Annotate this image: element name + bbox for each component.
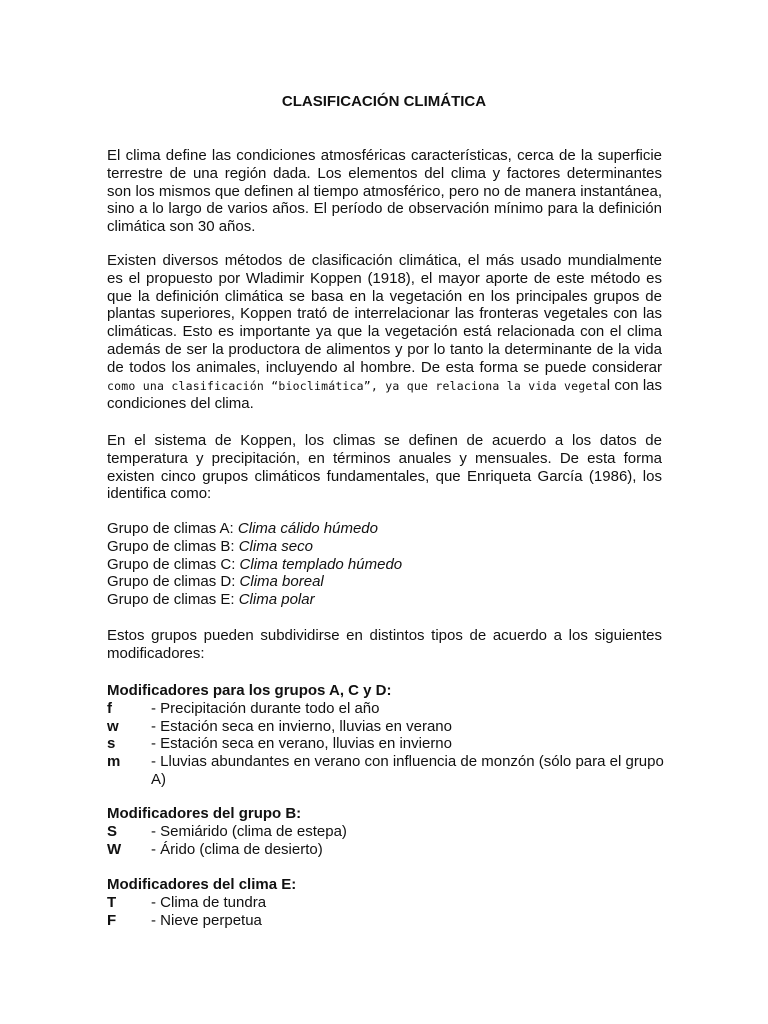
paragraph-koppen-ending: l con las condiciones del clima. <box>107 376 662 413</box>
modifiers-acd-heading: Modificadores para los grupos A, C y D: <box>107 682 392 699</box>
modifiers-b-heading: Modificadores del grupo B: <box>107 805 302 822</box>
modifier-code: s <box>107 735 116 753</box>
modifier-row <box>107 753 667 789</box>
modifier-code: W <box>107 840 122 858</box>
modifier-code: F <box>107 911 117 929</box>
modifier-row <box>107 912 667 930</box>
modifier-row <box>107 894 667 912</box>
paragraph-koppen-bioclimatica: como una clasificación “bioclimática”, ya que relaciona la vida vegeta <box>107 378 607 393</box>
modifier-code: m <box>107 753 121 771</box>
modifiers-e-section <box>107 876 667 929</box>
modifier-row <box>107 718 667 736</box>
modifier-description: - Árido (clima de desierto) <box>151 840 323 858</box>
climate-group-name: Clima templado húmedo <box>239 555 403 573</box>
paragraph-clima-definition: El clima define las condiciones atmosféricas características, cerca de la superficie terrestre de una región dada. Los elementos del clima y factores determinantes son los mismos que definen al tiempo atmosférico, pero no de manera instantánea, sino a lo largo de varios años. El período de observación mínimo para la definición climática son 30 años. <box>107 147 662 236</box>
climate-group-name: Clima polar <box>238 591 315 609</box>
climate-group-label: Grupo de climas C: <box>107 555 240 573</box>
modifier-description: - Estación seca en verano, lluvias en invierno <box>151 735 452 753</box>
climate-group-label: Grupo de climas B: <box>107 537 239 555</box>
modifier-code: f <box>107 699 112 717</box>
modifier-code: S <box>107 822 118 840</box>
modifier-description: - Estación seca en invierno, lluvias en verano <box>151 717 452 735</box>
modifier-code: w <box>107 717 119 735</box>
climate-group-label: Grupo de climas E: <box>107 591 239 609</box>
modifier-description: - Lluvias abundantes en verano con influencia de monzón (sólo para el grupo A) <box>151 753 664 788</box>
modifier-row <box>107 841 667 859</box>
climate-group-b <box>107 538 662 556</box>
modifier-row <box>107 700 667 718</box>
paragraph-koppen-method <box>107 252 662 413</box>
modifier-row <box>107 735 667 753</box>
modifier-row <box>107 823 667 841</box>
modifier-code: T <box>107 893 117 911</box>
modifier-description: - Precipitación durante todo el año <box>151 699 380 717</box>
modifier-description: - Clima de tundra <box>151 893 267 911</box>
climate-group-name: Clima seco <box>238 537 313 555</box>
modifier-description: - Semiárido (clima de estepa) <box>151 822 347 840</box>
climate-group-label: Grupo de climas D: <box>107 573 240 591</box>
document-title: CLASIFICACIÓN CLIMÁTICA <box>281 93 487 110</box>
paragraph-koppen-text: Existen diversos métodos de clasificación climática, el más usado mundialmente es el propuesto por Wladimir Koppen (1918), el mayor aporte de este método es que la definición climática se basa en la vegetación en los principales grupos de plantas superiores, Koppen trató de interrelacionar las fronteras vegetales con las climáticas. Esto es importante ya que la vegetación está relacionada con el clima además de ser la productora de alimentos y por lo tanto la determinante de la vida de todos los animales, incluyendo al hombre. De esta forma se puede considerar <box>107 252 662 376</box>
climate-group-name: Clima cálido húmedo <box>237 520 378 537</box>
modifiers-acd-section <box>107 682 667 789</box>
climate-group-e <box>107 591 662 609</box>
climate-group-a <box>107 520 662 538</box>
climate-group-name: Clima boreal <box>239 573 324 591</box>
paragraph-koppen-system: En el sistema de Koppen, los climas se definen de acuerdo a los datos de temperatura y precipitación, en términos anuales y mensuales. De esta forma existen cinco grupos climáticos fundamentales, que Enriqueta García (1986), los identifica como: <box>107 432 662 503</box>
paragraph-subdivisions: Estos grupos pueden subdividirse en distintos tipos de acuerdo a los siguientes modificadores: <box>107 627 662 662</box>
climate-groups-list <box>107 520 662 609</box>
modifiers-e-heading: Modificadores del clima E: <box>107 876 297 893</box>
modifiers-b-section <box>107 805 667 858</box>
climate-group-d <box>107 573 662 591</box>
climate-group-c <box>107 556 662 574</box>
climate-group-label: Grupo de climas A: <box>107 520 238 537</box>
modifier-description: - Nieve perpetua <box>151 911 262 929</box>
